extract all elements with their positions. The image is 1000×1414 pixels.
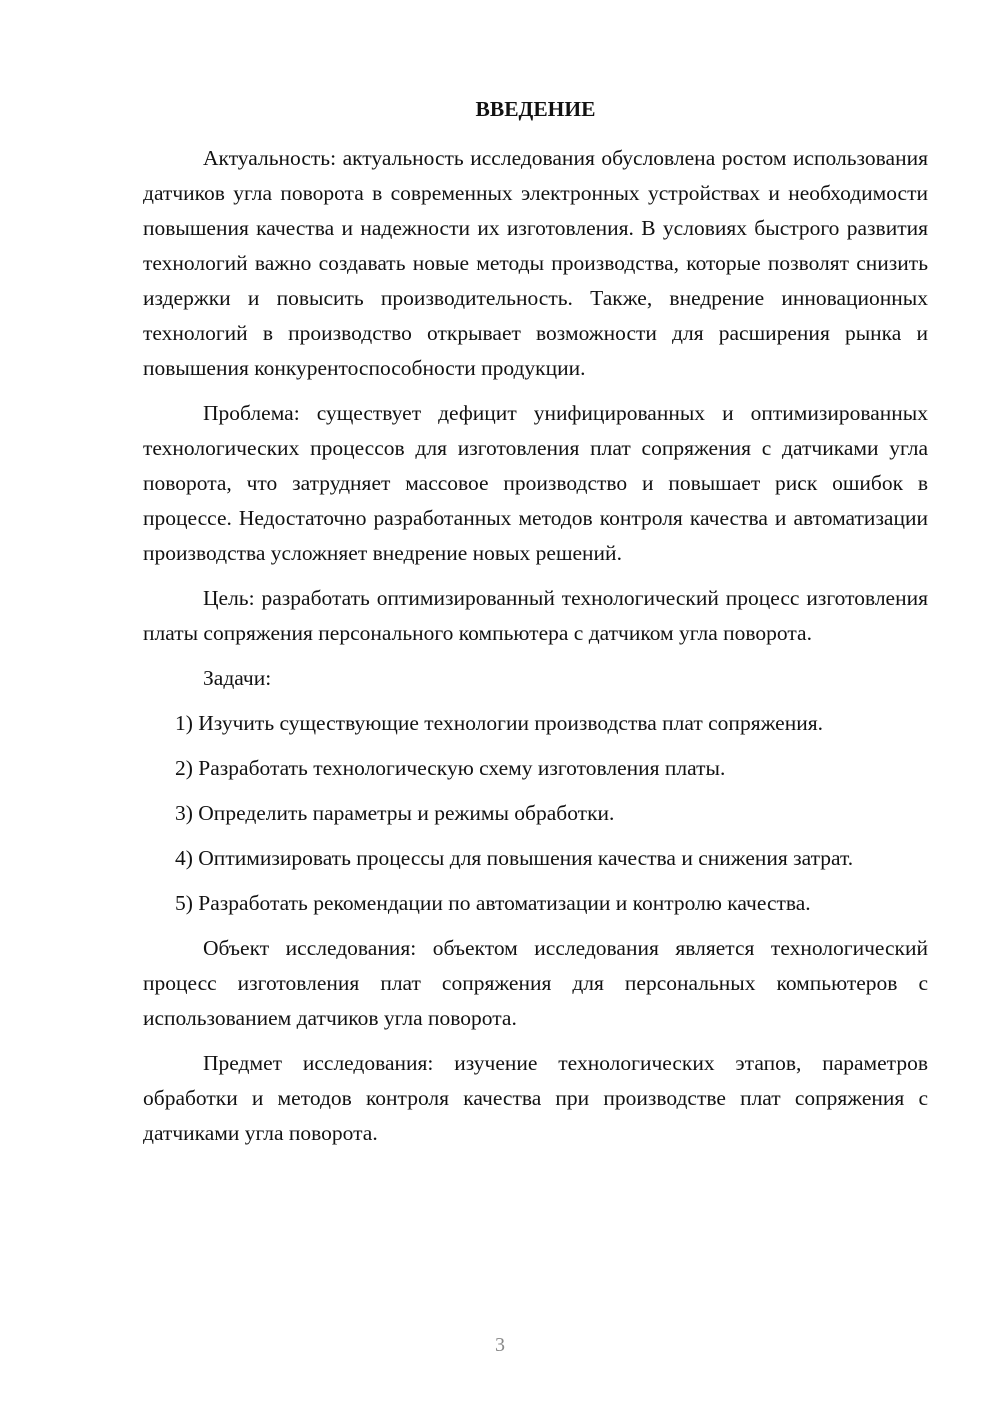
problem-paragraph: Проблема: существует дефицит унифицированных и оптимизированных технологических процессов для изготовления плат сопряжения с датчиками угла поворота, что затрудняет массовое производство и повышает риск ошибок в процессе. Недостаточно разработанных методов контроля качества и автоматизации производства усложняет внедрение новых решений.: [143, 401, 928, 565]
task-item-5: 5) Разработать рекомендации по автоматизации и контролю качества.: [175, 891, 811, 915]
relevance-paragraph: Актуальность: актуальность исследования обусловлена ростом использования датчиков угла поворота в современных электронных устройствах и необходимости повышения качества и надежности их изготовления. В условиях быстрого развития технологий важно создавать новые методы производства, которые позволят снизить издержки и повысить производительность. Также, внедрение инновационных технологий в производство открывает возможности для расширения рынка и повышения конкурентоспособности продукции.: [143, 146, 928, 380]
page-number: 3: [495, 1334, 505, 1356]
task-item-1: 1) Изучить существующие технологии производства плат сопряжения.: [175, 711, 823, 735]
task-item-2: 2) Разработать технологическую схему изготовления платы.: [175, 756, 726, 780]
task-item-3: 3) Определить параметры и режимы обработки.: [175, 801, 615, 825]
tasks-heading: Задачи:: [203, 666, 272, 690]
goal-paragraph: Цель: разработать оптимизированный технологический процесс изготовления платы сопряжения персонального компьютера с датчиком угла поворота.: [143, 586, 928, 645]
task-item-4: 4) Оптимизировать процессы для повышения качества и снижения затрат.: [175, 846, 854, 870]
document-page: [143, 92, 928, 1161]
section-title: ВВЕДЕНИЕ: [475, 97, 596, 121]
object-paragraph: Объект исследования: объектом исследования является технологический процесс изготовления плат сопряжения для персональных компьютеров с использованием датчиков угла поворота.: [143, 936, 928, 1030]
subject-paragraph: Предмет исследования: изучение технологических этапов, параметров обработки и методов контроля качества при производстве плат сопряжения с датчиками угла поворота.: [143, 1051, 928, 1145]
